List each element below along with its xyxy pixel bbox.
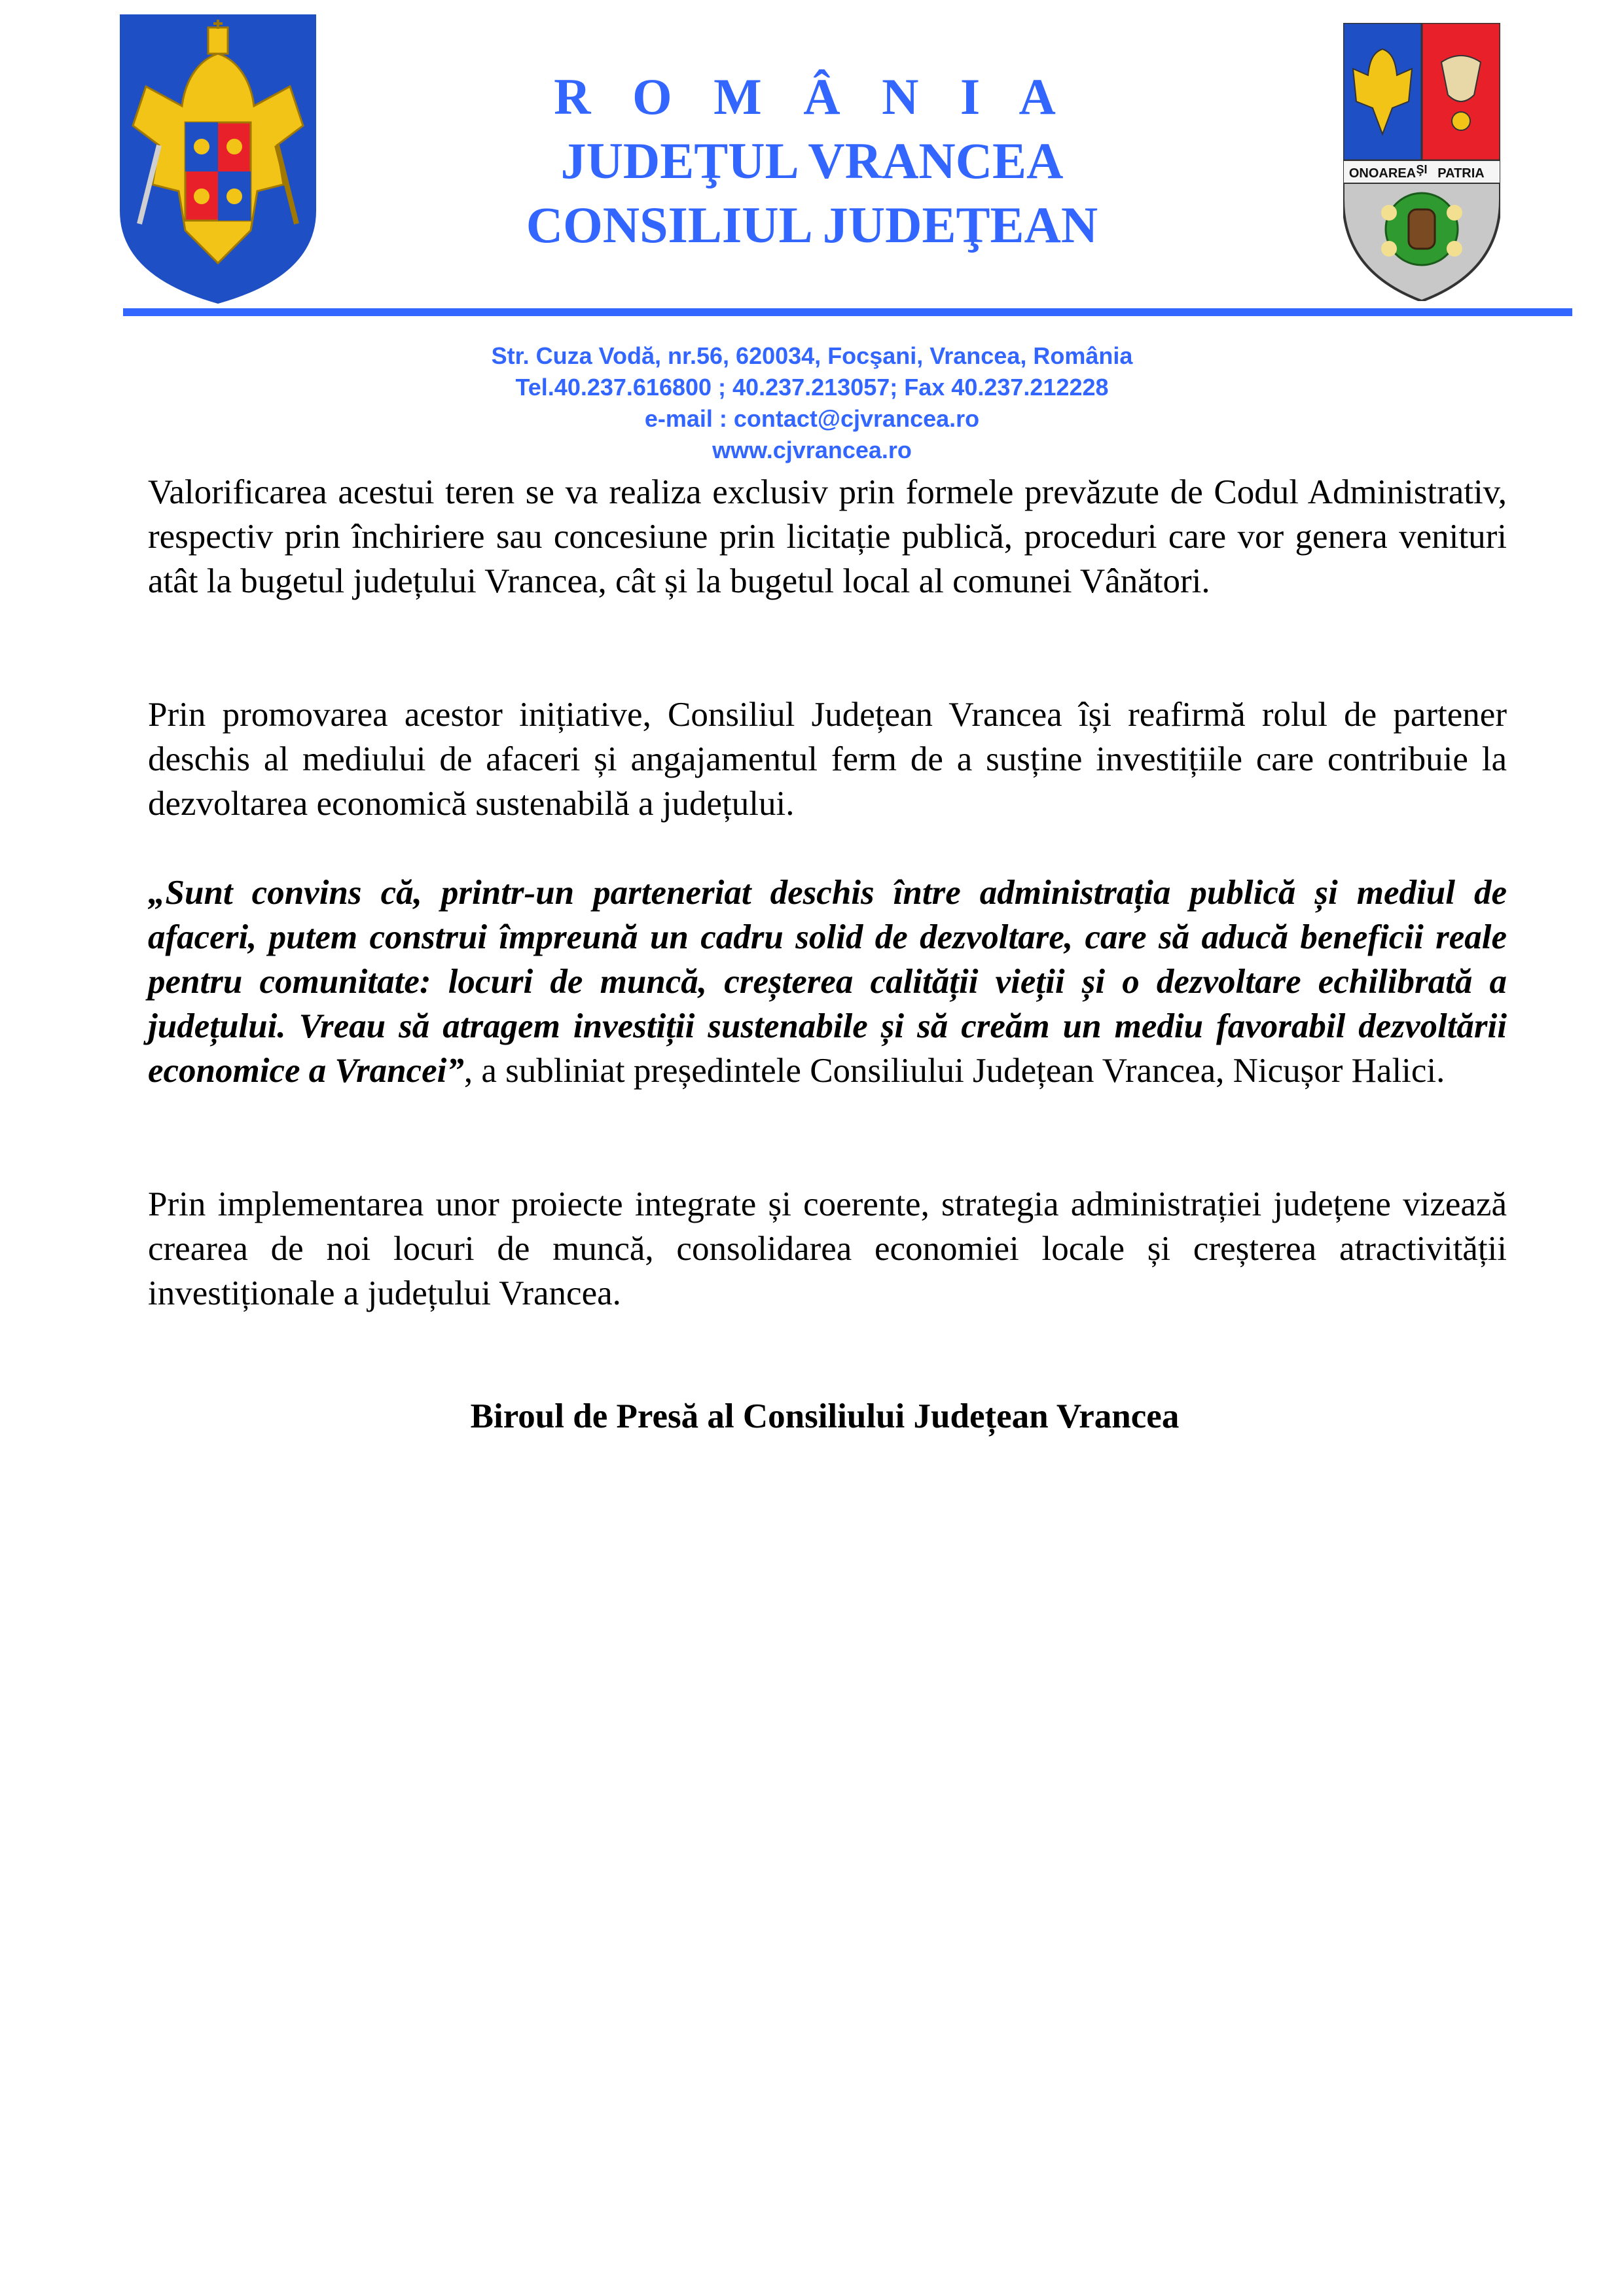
body-paragraph-1: Valorificarea acestui teren se va realiza exclusiv prin formele prevăzute de Codul Administrativ, respectiv prin închiriere sau concesiune prin licitație publică, proceduri care vor genera venituri atât la bugetul județului Vrancea, cât și la bugetul local al comunei Vânători. bbox=[148, 473, 1507, 600]
header-divider bbox=[123, 308, 1572, 316]
quote-attribution: , a subliniat președintele Consiliului Județean Vrancea, Nicușor Halici. bbox=[463, 1052, 1445, 1090]
contact-address: Str. Cuza Vodă, nr.56, 620034, Focşani, Vrancea, România bbox=[491, 342, 1133, 369]
council-title: CONSILIUL JUDEŢEAN bbox=[526, 196, 1098, 253]
county-title: JUDEŢUL VRANCEA bbox=[560, 132, 1064, 189]
motto-word-1: ONOAREA bbox=[1348, 166, 1416, 181]
contact-email[interactable]: e-mail : contact@cjvrancea.ro bbox=[644, 405, 980, 432]
vrancea-coat-of-arms-icon bbox=[1343, 23, 1500, 301]
country-title: R O M Â N I A bbox=[554, 68, 1070, 125]
body-paragraph-2: Prin promovarea acestor inițiative, Consiliul Județean Vrancea își reafirmă rolul de partener deschis al mediului de afaceri și angajamentul ferm de a susține investițiile care contribuie la dezvoltarea economică sustenabilă a județului. bbox=[148, 696, 1507, 823]
motto-word-3: PATRIA bbox=[1437, 166, 1485, 181]
contact-phone: Tel.40.237.616800 ; 40.237.213057; Fax 40.237.212228 bbox=[515, 374, 1109, 401]
press-office-signature: Biroul de Presă al Consiliului Județean Vrancea bbox=[470, 1397, 1180, 1435]
contact-website[interactable]: www.cjvrancea.ro bbox=[712, 437, 912, 463]
body-paragraph-4: Prin implementarea unor proiecte integrate și coerente, strategia administrației județene vizează crearea de noi locuri de muncă, consolidarea economiei locale și creșterea atractivității investiționale a județului Vrancea. bbox=[148, 1185, 1507, 1312]
president-quote: „Sunt convins că, printr-un parteneriat deschis între administrația publică și mediul de afaceri, putem construi împreună un cadru solid de dezvoltare, care să aducă beneficii reale pentru comunitate: locuri de muncă, creșterea calității vieții și o dezvoltare echilibrată a județului. Vreau să atragem investiții sustenabile și să creăm un mediu favorabil dezvoltării economice a Vrancei” bbox=[148, 874, 1507, 1090]
motto-word-2: ŞI bbox=[1416, 163, 1428, 176]
body-paragraph-3 bbox=[148, 870, 1507, 1093]
